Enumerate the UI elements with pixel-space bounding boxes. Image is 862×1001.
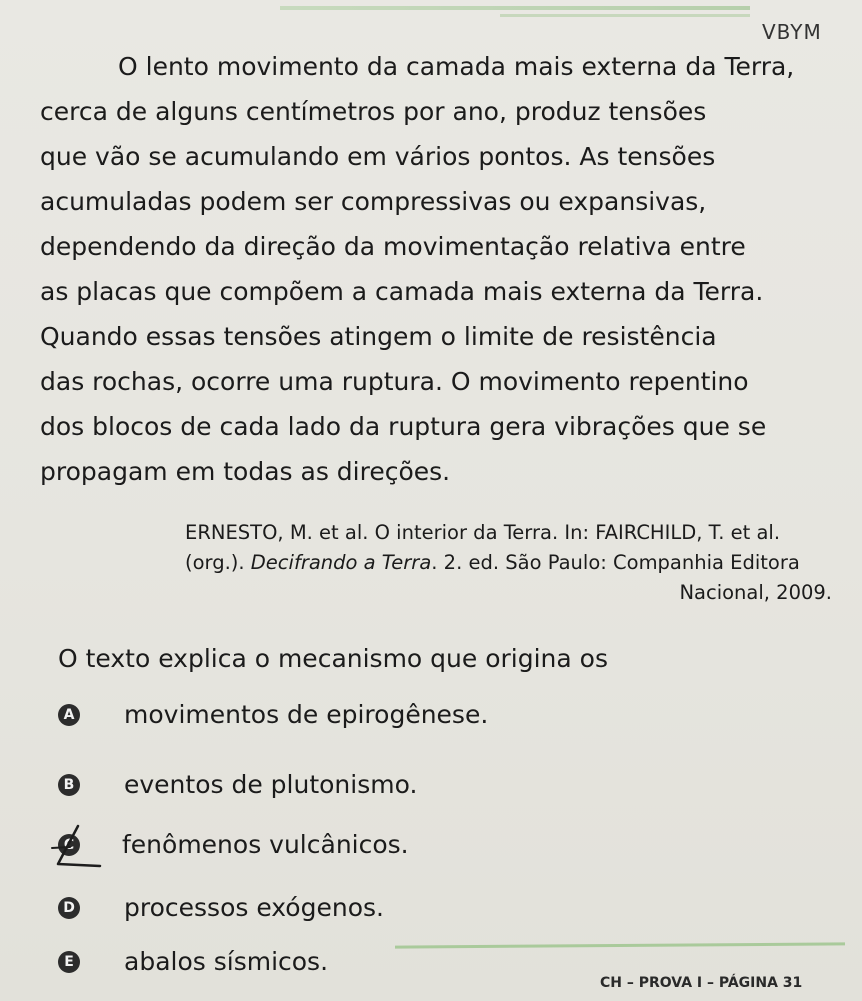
passage-line: que vão se acumulando em vários pontos. As tensões bbox=[40, 142, 716, 171]
citation-book-title: Decifrando a Terra bbox=[250, 551, 432, 574]
question-stem: O texto explica o mecanismo que origina os bbox=[58, 644, 608, 673]
top-divider-secondary bbox=[500, 14, 750, 17]
citation-line: ERNESTO, M. et al. O interior da Terra. In: FAIRCHILD, T. et al. bbox=[185, 521, 781, 544]
passage-line: dos blocos de cada lado da ruptura gera vibrações que se bbox=[40, 412, 767, 441]
option-letter-badge: E bbox=[58, 951, 80, 973]
citation-prefix: (org.). bbox=[185, 551, 251, 574]
option-text: eventos de plutonismo. bbox=[124, 770, 418, 799]
passage-text bbox=[40, 44, 840, 494]
option-text: processos exógenos. bbox=[124, 893, 384, 922]
page-footer: CH – PROVA I – PÁGINA 31 bbox=[600, 975, 803, 991]
passage-line: das rochas, ocorre uma ruptura. O movimento repentino bbox=[40, 367, 749, 396]
source-citation bbox=[185, 518, 840, 608]
option-e[interactable] bbox=[58, 947, 328, 976]
passage-line: dependendo da direção da movimentação relativa entre bbox=[40, 232, 746, 261]
exam-code: VBYM bbox=[762, 20, 822, 44]
option-a[interactable] bbox=[58, 700, 488, 729]
passage-line: O lento movimento da camada mais externa da Terra, bbox=[118, 52, 795, 81]
passage-line: acumuladas podem ser compressivas ou expansivas, bbox=[40, 187, 707, 216]
option-text: abalos sísmicos. bbox=[124, 947, 329, 976]
passage-line: as placas que compõem a camada mais externa da Terra. bbox=[40, 277, 764, 306]
passage-line: propagam em todas as direções. bbox=[40, 457, 451, 486]
citation-line bbox=[185, 548, 840, 578]
option-letter-badge: A bbox=[58, 704, 80, 726]
option-text: fenômenos vulcânicos. bbox=[122, 830, 409, 859]
option-text: movimentos de epirogênese. bbox=[124, 700, 489, 729]
top-divider bbox=[280, 6, 750, 10]
passage-line: cerca de alguns centímetros por ano, produz tensões bbox=[40, 97, 707, 126]
option-b[interactable] bbox=[58, 770, 417, 799]
passage-line: Quando essas tensões atingem o limite de resistência bbox=[40, 322, 717, 351]
citation-line: Nacional, 2009. bbox=[679, 581, 832, 604]
option-letter-badge: D bbox=[58, 897, 80, 919]
option-d[interactable] bbox=[58, 893, 384, 922]
pen-mark-icon bbox=[30, 820, 120, 880]
option-letter-badge: B bbox=[58, 774, 80, 796]
citation-suffix: . 2. ed. São Paulo: Companhia Editora bbox=[431, 551, 800, 574]
bottom-divider bbox=[395, 942, 845, 948]
option-letter-badge: C bbox=[58, 834, 80, 856]
